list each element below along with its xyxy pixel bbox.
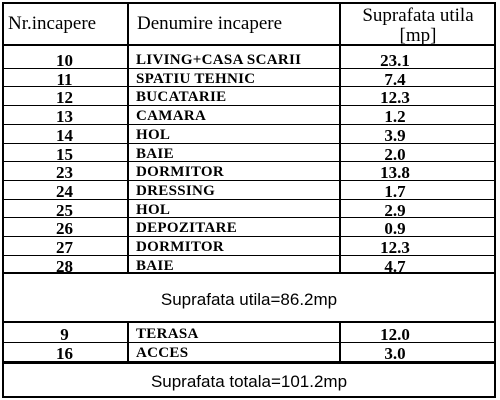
room-number: 12 <box>56 88 73 108</box>
room-area: 4.7 <box>384 256 406 276</box>
header-name: Denumire incapere <box>137 13 283 34</box>
room-area: 2.0 <box>384 144 406 164</box>
room-area: 2.9 <box>384 200 406 220</box>
room-name: BAIE <box>136 257 174 274</box>
header-nr: Nr.incapere <box>8 13 97 34</box>
room-name: BAIE <box>136 145 174 162</box>
room-area: 7.4 <box>384 69 406 89</box>
room-number: 25 <box>56 200 73 220</box>
room-number: 23 <box>56 163 73 183</box>
col-separator-1 <box>127 2 129 274</box>
subtotal-bottom-line <box>2 321 496 323</box>
room-name: SPATIU TEHNIC <box>136 70 256 87</box>
room-area: 1.7 <box>384 181 406 201</box>
room-number: 11 <box>56 69 73 89</box>
room-number: 26 <box>56 219 73 239</box>
room-name: DORMITOR <box>136 239 224 255</box>
room-name: HOL <box>136 126 171 143</box>
room-area: 23.1 <box>380 51 410 70</box>
room-area: 0.9 <box>384 219 406 239</box>
room-area: 12.3 <box>380 88 410 108</box>
room-number: 27 <box>56 238 73 257</box>
room-area: 13.8 <box>380 163 410 183</box>
room-area: 3.9 <box>384 125 406 145</box>
room-number: 13 <box>56 107 73 127</box>
room-number: 24 <box>56 181 73 201</box>
room-name: ACCES <box>136 345 189 361</box>
room-number: 15 <box>56 144 73 164</box>
room-name: BUCATARIE <box>136 89 227 106</box>
room-number: 9 <box>60 325 69 344</box>
room-area: 3.0 <box>384 344 406 363</box>
header-area-line2: [mp] <box>399 25 437 46</box>
room-name: DORMITOR <box>136 164 224 181</box>
room-name: DRESSING <box>136 182 216 199</box>
room-number: 16 <box>56 344 73 363</box>
room-number: 14 <box>56 125 73 145</box>
extra-rooms-bottom-line <box>2 362 496 364</box>
room-number: 10 <box>56 51 73 70</box>
header-area-line1: Suprafata utila <box>362 5 474 26</box>
room-name: DEPOZITARE <box>136 220 238 237</box>
room-area: 12.3 <box>380 238 410 257</box>
room-area: 1.2 <box>384 107 406 127</box>
room-name: LIVING+CASA SCARII <box>136 52 302 68</box>
subtotal-text: Suprafata utila=86.2mp <box>160 290 338 309</box>
room-area: 12.0 <box>380 325 410 344</box>
room-name: CAMARA <box>136 108 207 125</box>
room-name: HOL <box>136 201 171 218</box>
room-number: 28 <box>56 256 73 276</box>
room-name: TERASA <box>136 326 199 342</box>
total-text: Suprafata totala=101.2mp <box>150 372 348 391</box>
